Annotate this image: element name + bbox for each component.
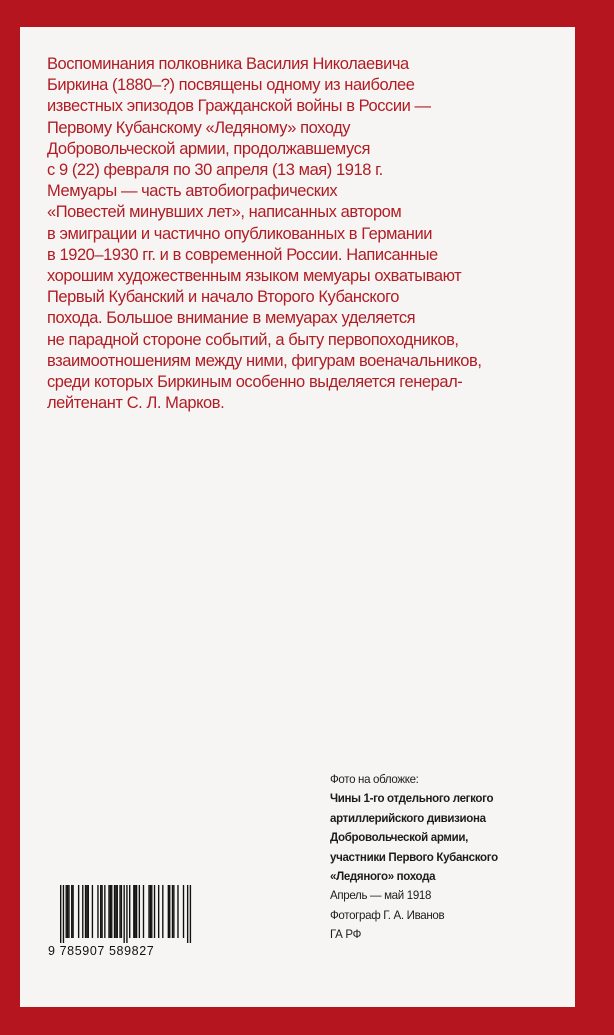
annotation-line: в эмиграции и частично опубликованных в Германии <box>47 223 432 243</box>
barcode-bar <box>82 885 83 938</box>
barcode-bar <box>114 885 115 938</box>
barcode-bar <box>67 885 68 938</box>
barcode-bar <box>173 885 174 938</box>
barcode-bar <box>126 885 127 943</box>
barcode-bar <box>63 885 64 943</box>
barcode-bar <box>139 885 140 938</box>
barcode-bar <box>115 885 116 938</box>
barcode-bar <box>104 885 105 938</box>
isbn-barcode <box>48 885 198 967</box>
barcode-bar <box>117 885 118 938</box>
barcode-bar <box>101 885 102 938</box>
barcode-bar <box>135 885 136 938</box>
annotation-line: Мемуары — часть автобиографических <box>47 181 338 201</box>
photo-caption-line: участники Первого Кубанского <box>330 849 498 864</box>
annotation-line: не парадной стороне событий, а быту первопоходников, <box>47 329 459 349</box>
annotation-text <box>47 53 532 413</box>
annotation-line: хорошим художественным языком мемуары охватывают <box>47 266 462 286</box>
photo-caption-line: «Ледяного» похода <box>330 869 436 884</box>
photo-caption-line: Добровольческой армии, <box>330 830 468 845</box>
barcode-bar <box>71 885 72 938</box>
barcode-bar <box>148 885 149 938</box>
barcode-bar <box>85 885 86 938</box>
photographer: Фотограф Г. А. Иванов <box>330 907 445 922</box>
photo-caption-line: артиллерийского дивизиона <box>330 810 486 825</box>
barcode-bar <box>183 885 184 938</box>
annotation-line: «Повестей минувших лет», написанных автором <box>47 202 402 222</box>
barcode-bar <box>150 885 151 938</box>
barcode-bar <box>158 885 159 938</box>
barcode-bar <box>78 885 79 938</box>
archive-label: ГА РФ <box>330 927 362 942</box>
annotation-line: известных эпизодов Гражданской войны в России — <box>47 96 431 116</box>
barcode-bar <box>92 885 93 938</box>
annotation-line: Первый Кубанский и начало Второго Кубанского <box>47 287 400 307</box>
barcode-bar <box>86 885 87 938</box>
barcode-bar <box>60 885 61 943</box>
photo-caption-line: Чины 1-го отдельного легкого <box>330 791 494 806</box>
barcode-bar <box>119 885 120 938</box>
barcode-bar <box>136 885 137 938</box>
barcode-bar <box>133 885 134 938</box>
barcode-bar <box>129 885 130 938</box>
barcode-bar <box>172 885 173 938</box>
text-panel <box>20 27 575 1007</box>
barcode-bar <box>168 885 169 938</box>
barcode-bar <box>190 885 191 943</box>
barcode-bar <box>111 885 112 938</box>
credits-heading: Фото на обложке: <box>330 772 419 786</box>
barcode-bar <box>88 885 89 938</box>
annotation-line: Добровольческой армии, продолжавшемуся <box>47 138 370 158</box>
barcode-bar <box>151 885 152 938</box>
annotation-line: с 9 (22) февраля по 30 апреля (13 мая) 1918 г. <box>47 160 383 180</box>
annotation-line: в 1920–1930 гг. и в современной России. Написанные <box>47 244 438 264</box>
annotation-line: похода. Большое внимание в мемуарах уделяется <box>47 308 416 328</box>
barcode-bar <box>97 885 98 938</box>
annotation-line: Первому Кубанскому «Ледяному» походу <box>47 117 351 137</box>
barcode-bar <box>187 885 188 943</box>
barcode-bar <box>169 885 170 938</box>
barcode-bar <box>162 885 163 938</box>
annotation-line: Биркина (1880–?) посвящены одному из наиболее <box>47 75 415 95</box>
barcode-bar <box>110 885 111 938</box>
barcode-bar <box>108 885 109 938</box>
photo-credits <box>330 770 539 945</box>
barcode-bar <box>177 885 178 938</box>
annotation-line: взаимоотношениям между ними, фигурам военачальников, <box>47 350 482 370</box>
barcode-bar <box>123 885 124 943</box>
annotation-line: среди которых Биркиным особенно выделяется генерал- <box>47 372 463 392</box>
barcode-bar <box>143 885 144 938</box>
barcode-bar <box>100 885 101 938</box>
barcode-bar <box>68 885 69 938</box>
barcode-bar <box>72 885 73 938</box>
barcode-bar <box>121 885 122 938</box>
barcode-bars <box>48 885 198 943</box>
annotation-line: Воспоминания полковника Василия Николаевича <box>47 54 409 73</box>
barcode-bar <box>154 885 155 938</box>
barcode-bar <box>66 885 67 938</box>
annotation-line: лейтенант С. Л. Марков. <box>47 393 225 413</box>
photo-date: Апрель — май 1918 <box>330 888 432 903</box>
barcode-digits: 9 785907 589827 <box>48 944 155 958</box>
